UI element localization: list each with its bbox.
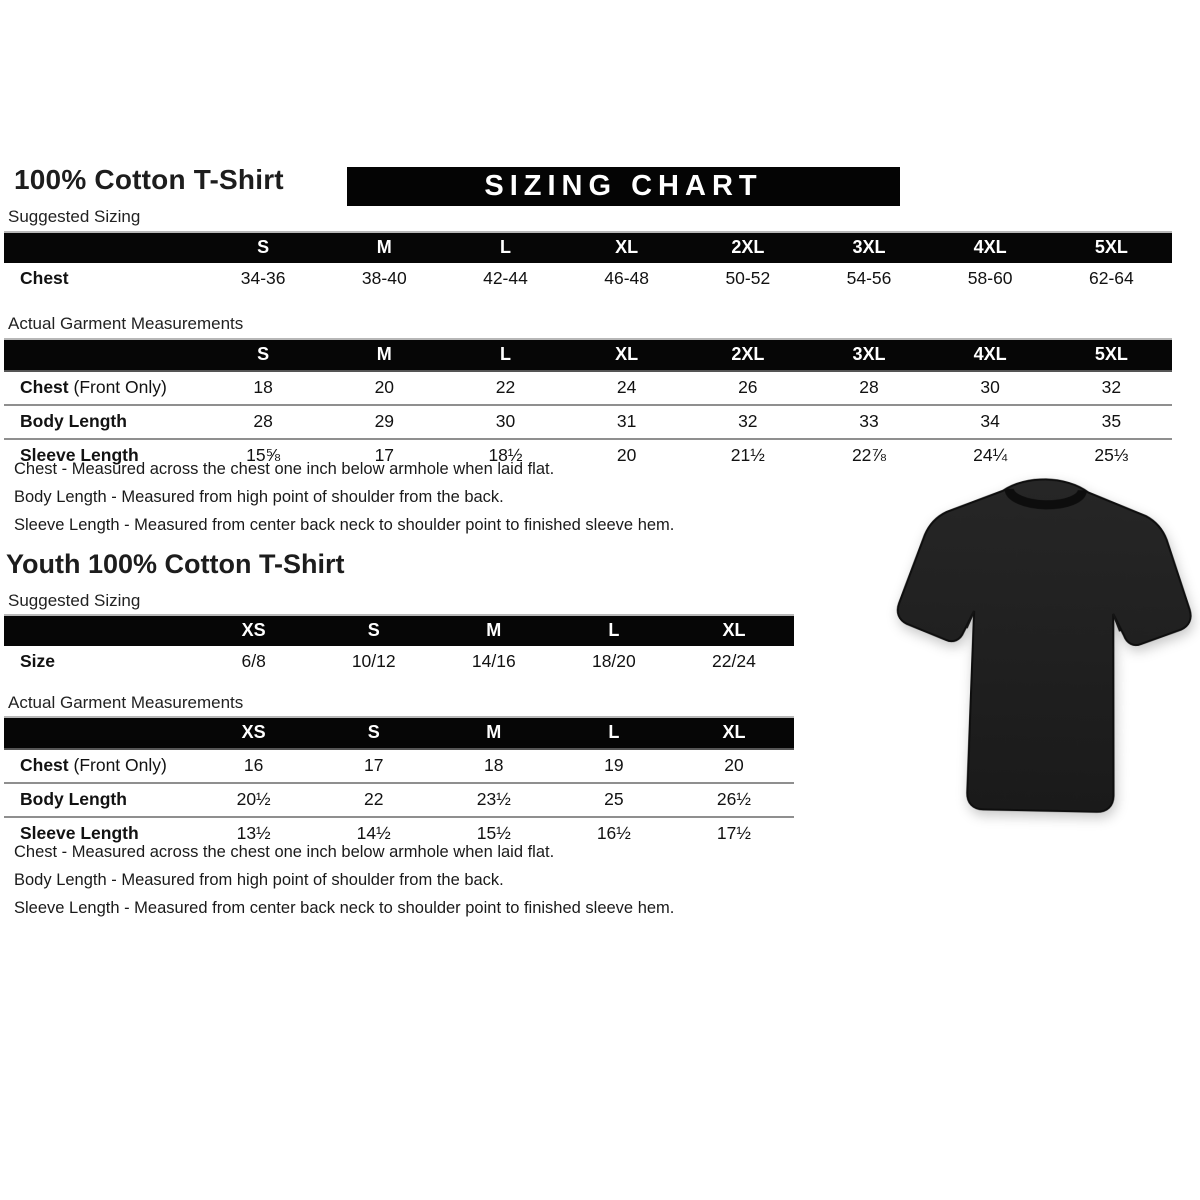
size-column-header: L [554, 615, 674, 646]
size-value-cell: 34 [980, 411, 1000, 431]
row-label-suffix: (Front Only) [68, 755, 167, 775]
size-column-header: 4XL [930, 339, 1051, 371]
size-column-header: XL [566, 232, 687, 263]
size-value-cell: 20 [374, 377, 395, 397]
size-column-header: M [324, 339, 445, 371]
size-column-header: XL [674, 717, 794, 749]
table-row [4, 749, 794, 783]
adult-actual-measurements-label: Actual Garment Measurements [8, 314, 244, 333]
size-value-cell: 15⅝ [246, 445, 281, 465]
size-value-cell: 6/8 [241, 651, 266, 671]
size-value-cell: 31 [616, 411, 637, 431]
body-length-note: Body Length - Measured from high point of shoulder from the back. [14, 488, 504, 506]
size-value-cell: 23½ [476, 789, 511, 809]
size-value-cell: 42-44 [483, 268, 528, 288]
youth-actual-measurements-label: Actual Garment Measurements [8, 693, 244, 712]
youth-actual-measurements-table [4, 716, 794, 850]
size-value-cell: 14/16 [471, 651, 516, 671]
size-value-cell: 17½ [716, 823, 751, 843]
table-row [4, 405, 1172, 439]
row-label: Chest (Front Only) [20, 755, 167, 775]
youth-measurement-notes [14, 843, 834, 927]
size-value-cell: 62-64 [1088, 268, 1134, 288]
size-column-header: M [324, 232, 445, 263]
size-column-header: L [445, 232, 566, 263]
size-value-cell: 17 [374, 445, 395, 465]
adult-suggested-sizing-table [4, 231, 1172, 295]
size-value-cell: 34-36 [240, 268, 286, 288]
row-label: Size [20, 651, 56, 671]
row-label: Sleeve Length [20, 445, 139, 465]
size-column-header: L [554, 717, 674, 749]
youth-section-title: Youth 100% Cotton T-Shirt [6, 549, 345, 579]
size-value-cell: 14½ [356, 823, 391, 843]
size-column-header: S [314, 615, 434, 646]
size-table [4, 614, 794, 678]
youth-suggested-sizing-table [4, 614, 794, 678]
size-column-header: 2XL [687, 339, 808, 371]
size-value-cell: 16 [243, 755, 264, 775]
size-column-header: 5XL [1051, 339, 1172, 371]
size-value-cell: 21½ [730, 445, 765, 465]
size-value-cell: 38-40 [361, 268, 407, 288]
size-value-cell: 18½ [488, 445, 523, 465]
chest-note: Chest - Measured across the chest one inch below armhole when laid flat. [14, 460, 555, 478]
empty-header-cell [4, 615, 194, 646]
size-column-header: 2XL [687, 232, 808, 263]
size-value-cell: 54-56 [846, 268, 892, 288]
size-value-cell: 30 [495, 411, 516, 431]
size-column-header: S [203, 339, 324, 371]
size-value-cell: 16½ [596, 823, 631, 843]
size-value-cell: 18 [253, 377, 273, 397]
size-column-header: XS [194, 615, 314, 646]
size-column-header: XS [194, 717, 314, 749]
size-column-header: M [434, 717, 554, 749]
size-value-cell: 25⅓ [1094, 445, 1129, 465]
row-label: Chest (Front Only) [20, 377, 167, 397]
empty-header-cell [4, 339, 203, 371]
size-value-cell: 32 [1101, 377, 1122, 397]
size-value-cell: 15½ [476, 823, 511, 843]
size-header-row [4, 615, 794, 646]
size-value-cell: 20 [724, 755, 744, 775]
size-column-header: S [203, 232, 324, 263]
row-label: Body Length [20, 789, 127, 809]
table-row [4, 783, 794, 817]
size-value-cell: 50-52 [725, 268, 771, 288]
adult-actual-measurements-table [4, 338, 1172, 472]
row-label: Body Length [20, 411, 127, 431]
size-value-cell: 22 [495, 377, 516, 397]
chest-note: Chest - Measured across the chest one inch below armhole when laid flat. [14, 843, 555, 861]
sleeve-length-note: Sleeve Length - Measured from center back neck to shoulder point to finished sleeve hem. [14, 516, 675, 534]
size-value-cell: 22⅞ [851, 445, 887, 465]
size-value-cell: 18 [484, 755, 504, 775]
size-value-cell: 33 [859, 411, 879, 431]
size-column-header: 5XL [1051, 232, 1172, 263]
size-value-cell: 24 [616, 377, 637, 397]
size-value-cell: 58-60 [967, 268, 1013, 288]
size-table [4, 338, 1172, 472]
size-column-header: S [314, 717, 434, 749]
table-row [4, 263, 1172, 295]
size-value-cell: 20 [616, 445, 637, 465]
size-header-row [4, 232, 1172, 263]
size-value-cell: 10/12 [351, 651, 396, 671]
row-label-suffix: (Front Only) [68, 377, 167, 397]
size-header-row [4, 717, 794, 749]
sizing-chart-banner: SIZING CHART [347, 167, 900, 206]
size-column-header: 3XL [808, 339, 929, 371]
empty-header-cell [4, 232, 203, 263]
size-value-cell: 30 [980, 377, 1000, 397]
size-value-cell: 18/20 [591, 651, 636, 671]
size-value-cell: 24¼ [973, 445, 1008, 465]
size-column-header: XL [566, 339, 687, 371]
size-value-cell: 20½ [236, 789, 271, 809]
size-column-header: XL [674, 615, 794, 646]
row-label: Chest [20, 268, 69, 288]
size-value-cell: 13½ [236, 823, 271, 843]
size-value-cell: 29 [374, 411, 395, 431]
empty-header-cell [4, 717, 194, 749]
size-column-header: M [434, 615, 554, 646]
sleeve-length-note: Sleeve Length - Measured from center back neck to shoulder point to finished sleeve hem. [14, 899, 675, 917]
size-value-cell: 46-48 [604, 268, 650, 288]
size-value-cell: 35 [1101, 411, 1122, 431]
table-row [4, 646, 794, 678]
size-value-cell: 26½ [716, 789, 751, 809]
adult-measurement-notes [14, 460, 834, 544]
size-column-header: 4XL [930, 232, 1051, 263]
tshirt-body [894, 476, 1194, 813]
size-column-header: 3XL [808, 232, 929, 263]
adult-suggested-sizing-label: Suggested Sizing [8, 207, 141, 226]
youth-suggested-sizing-label: Suggested Sizing [8, 591, 141, 610]
size-value-cell: 28 [253, 411, 273, 431]
size-value-cell: 22 [363, 789, 384, 809]
size-value-cell: 17 [363, 755, 384, 775]
tshirt-graphic [881, 463, 1200, 828]
size-table [4, 231, 1172, 295]
row-label: Sleeve Length [20, 823, 139, 843]
size-value-cell: 19 [604, 755, 624, 775]
size-value-cell: 25 [604, 789, 624, 809]
size-value-cell: 32 [738, 411, 758, 431]
size-value-cell: 22/24 [712, 651, 756, 671]
size-column-header: L [445, 339, 566, 371]
black-tshirt-image [881, 463, 1200, 828]
size-table [4, 716, 794, 850]
size-value-cell: 26 [738, 377, 758, 397]
size-header-row [4, 339, 1172, 371]
body-length-note: Body Length - Measured from high point of shoulder from the back. [14, 871, 504, 889]
page-title: 100% Cotton T-Shirt [14, 164, 284, 195]
size-value-cell: 28 [859, 377, 879, 397]
table-row [4, 371, 1172, 405]
